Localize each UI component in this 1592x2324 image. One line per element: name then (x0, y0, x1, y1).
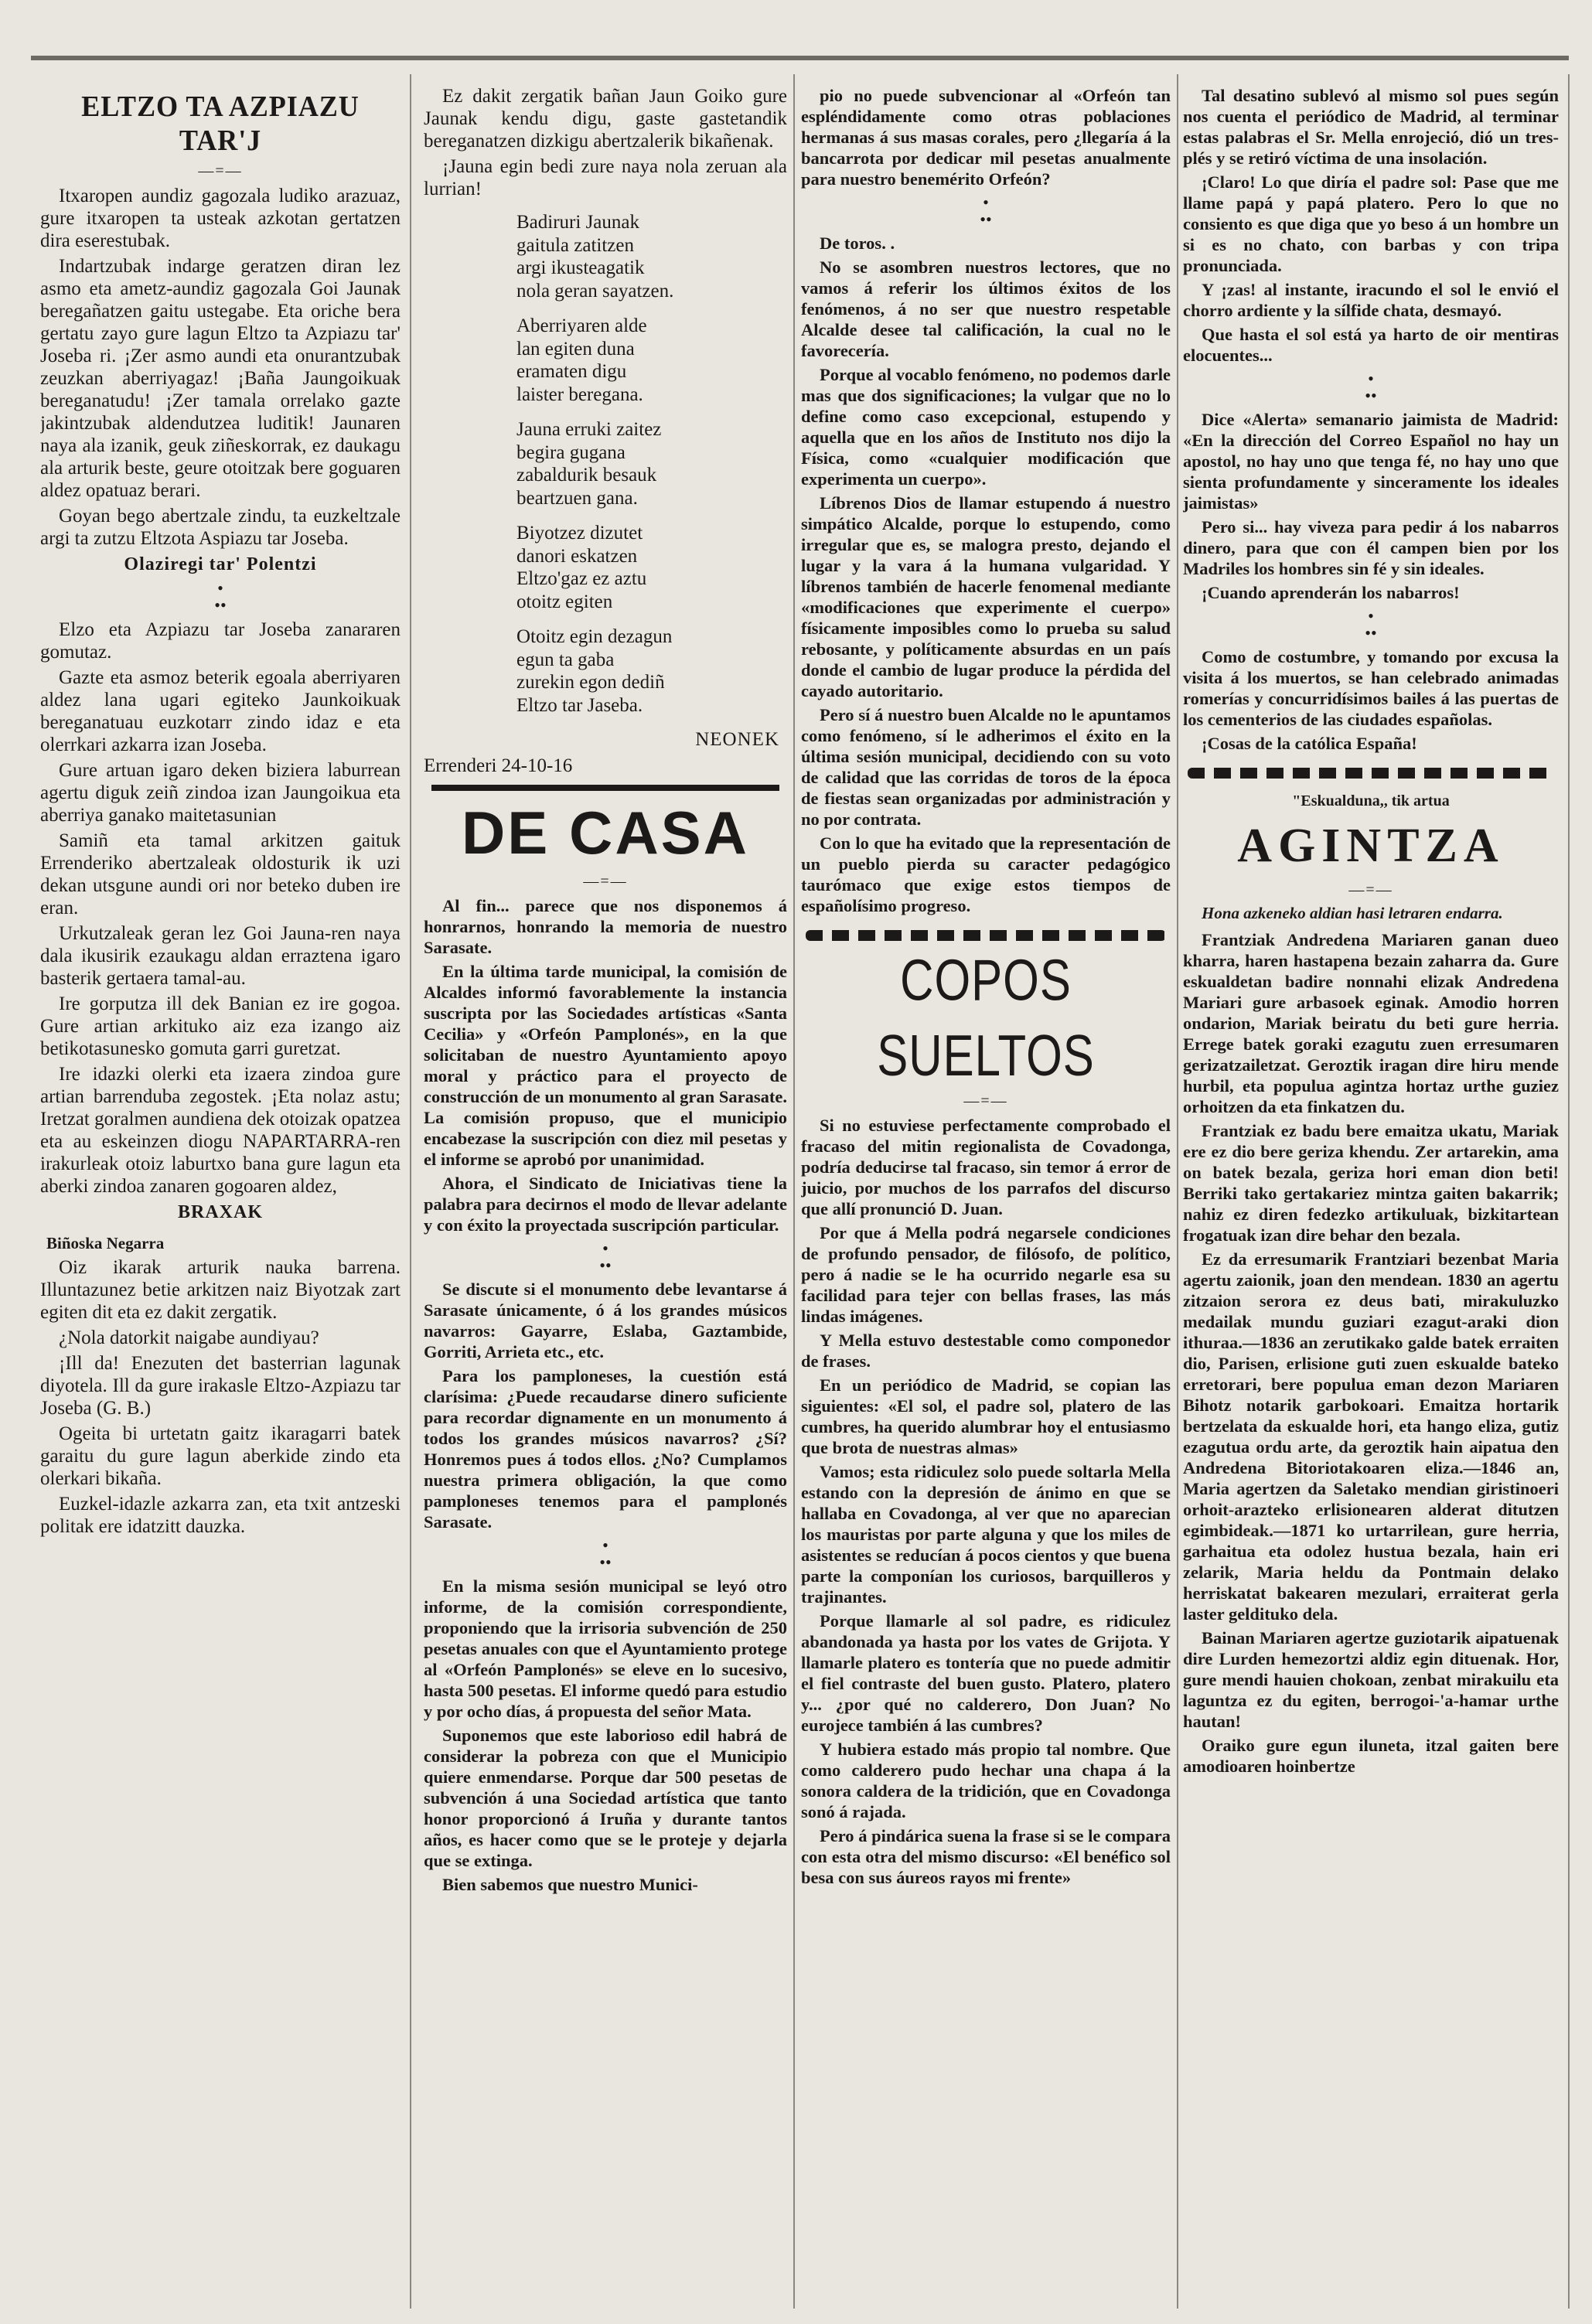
title-ornament (424, 873, 787, 891)
poem-line: Aberriyaren alde (516, 315, 647, 336)
section-separator (801, 194, 1171, 228)
paragraph: Pero si... hay viveza para pedir á los nabarros dinero, para que con él campen bien por los Madriles los hombres sin fé y sin ideales. (1183, 517, 1559, 578)
column-3 (801, 85, 1171, 2312)
paragraph: Oiz ikarak arturik nauka barrena. Illuntazunez betie arkitzen naiz Biyotzak zart egiten dit eta ez dakit zergatik. (40, 1257, 401, 1323)
section-separator (1183, 370, 1559, 404)
poem-line: zabaldurik besauk (516, 465, 657, 486)
paragraph: Goyan bego abertzale zindu, ta euzkeltzale argi ta zutzu Eltzota Aspiazu tar Joseba. (40, 506, 401, 549)
poem-line: Eltzo'gaz ez aztu (516, 568, 647, 589)
paragraph: Líbrenos Dios de llamar estupendo á nuestro simpático Alcalde, porque lo estupendo, como irregular que es, se malogra presto, dejando el lugar y la vara á la humana vulgaridad. Y líbrenos también de hacerle fenomenal mediante «modificaciones que experimente el cuerpo» físicamente imposibles como lo prueba su salud rebosante, y políticamente absurdas en un país donde el cambio de lugar produce la pérdida del cayado autoritario. (801, 493, 1171, 700)
paragraph: Si no estuviese perfectamente comprobado el fracaso del mitin regionalista de Covadonga, podría deducirse tal fracaso, sin temor á error de juicio, por muchos de los parrafos del discurso que allí pronunció D. Juan. (801, 1116, 1171, 1218)
article-title: ELTZO TA AZPIAZU TAR'J (81, 90, 360, 157)
poem-line: lan egiten duna (516, 338, 635, 360)
paragraph: Que hasta el sol está ya harto de oir mentiras elocuentes... (1183, 325, 1559, 365)
paragraph: Porque llamarle al sol padre, es ridiculez abandonada ya hasta por los vates de Grijota. Y llamarle platero es tontería que no puede admitir el fiel contraste del buen gusto. Platero, platero y... ¿por qué no calderero, Don Juan? No eurojece también á las cumbres? (801, 1611, 1171, 1735)
paragraph: Ez da erresumarik Frantziari bezenbat Maria agertu zaionik, joan den mendean. 1830 an agertu zitzaion serora ez deus bati, mirakuluzko medailak mundu guziari ezagut-araki dion ithuraa.—1836 an zerutikako galde batek erraiten dio, Parisen, erlisione guti zuen eskualde bateko erretorari, bere populua eman dezon Mariaren Bihotz notarik garbokoari. Emaitza hortarik bertzelata da eskualde hori, eta hango eliza, gutiz ezagutua ordu arte, da geroztik hain aipatua den Andredena Bitoriotakoaren eliza.—1846 an, Maria agertzen da Saletako mendian giristinoeri orhoit-arazteko erlisionearen alderat ditutzen egimbideak.—1871 ko urtarrilean, gure herria, garhaitua eta odolez hustua bezala, hain eri zelarik, Maria heldu da Pontmain delako herriskatat bakearen mezulari, erraiterat gerla laster geldituko dela. (1183, 1249, 1559, 1624)
title-ornament (1183, 881, 1559, 899)
column-rule (410, 74, 411, 2309)
poem-signature: NEONEK (695, 729, 779, 750)
dateline: Errenderi 24-10-16 (424, 755, 573, 776)
lead-line: Hona azkeneko aldian hasi letraren endarra. (1202, 904, 1503, 922)
paragraph: Bien sabemos que nuestro Munici- (442, 1875, 698, 1894)
section-rule (431, 785, 779, 791)
poem-line: laister beregana. (516, 383, 643, 405)
paragraph: Suponemos que este laborioso edil habrá de considerar la pobreza con que el Municipio quiere enmendarse. Porque dar 500 pesetas de subvención á una Sociedad artística que tanto honor proporcionó á Iruña y durante tantos años, es hacer como que se le proteje y dejarla que se extinga. (424, 1726, 787, 1870)
paragraph: Urkutzaleak geran lez Goi Jauna-ren naya dala ikusirik ezaukagu aldan erraztena igaro basterik gertaera tamal-au. (40, 923, 401, 989)
paragraph: Frantziak Andredena Mariaren ganan dueo kharra, haren hastapena bezain zaharra da. Gure eskualdetan badire nonnahi elizak Andredena Mariari gure arbasoek eginak. Amodio horren ondarion, Mariak beiratu du beti gure herria. Errege batek goraki ezagutu zuen erresumaren gerizatzailetzat. Geroztik iragan dire hiru mende hurbil, eta populua agintza hortaz urthe guziez orhoitzen da eta finkatzen du. (1183, 930, 1559, 1116)
paragraph: Pero á pindárica suena la frase si se le compara con esta otra del mismo discurso: «El benéfico sol besa con sus áureos rayos mi frente» (801, 1826, 1171, 1887)
poem-line: Biyotzez dizutet (516, 523, 643, 544)
column-rule (1568, 74, 1570, 2309)
poem-stanza (516, 315, 787, 406)
column-4 (1183, 85, 1559, 2312)
poem-line: Badiruri Jaunak (516, 212, 639, 233)
paragraph: ¡Jauna egin bedi zure naya nola zeruan ala lurrian! (424, 156, 787, 199)
poem-stanza (516, 211, 787, 302)
author-signature: Olaziregi tar' Polentzi (124, 554, 317, 574)
column-2 (424, 85, 787, 2312)
paragraph: Elzo eta Azpiazu tar Joseba zanararen gomutaz. (40, 619, 401, 663)
paragraph: Tal desatino sublevó al mismo sol pues según nos cuenta el periódico de Madrid, al terminar estas palabras el Sr. Mella enrojeció, dió un tres-plés y se retiró víctima de una insolación. (1183, 86, 1559, 168)
paragraph: Y ¡zas! al instante, iracundo el sol le envió el chorro ardiente y la sílfide chata, desmayó. (1183, 280, 1559, 320)
poem-line: argi ikusteagatik (516, 257, 645, 278)
paragraph: Gure artuan igaro deken biziera laburrean agertu diguk zeiñ zindoa izan Jaungoikua eta aberriya ganako maitetasunian (40, 760, 401, 826)
paragraph: Y hubiera estado más propio tal nombre. Que como calderero pudo hechar una chapa á la sonora caldera de la tridición, que en Covadonga sonó á rajada. (801, 1740, 1171, 1821)
paragraph: Y Mella estuvo destestable como componedor de frases. (801, 1331, 1171, 1371)
author-signature: BRAXAK (177, 1202, 263, 1222)
paragraph: Como de costumbre, y tomando por excusa la visita á los muertos, se han celebrado animadas romerías y concurridísimos bailes á las puertas de los cementerios de las ciudades españolas. (1183, 647, 1559, 729)
paragraph: ¡Ill da! Enezuten det basterrian lagunak diyotela. Ill da gure irakasle Eltzo-Azpiazu tar Joseba (G. B.) (40, 1353, 401, 1419)
paragraph: Se discute si el monumento debe levantarse á Sarasate únicamente, ó á los grandes músicos navarros: Gayarre, Eslaba, Gaztambide, Gorriti, Arrieta etc., etc. (424, 1280, 787, 1361)
poem-stanza (516, 522, 787, 613)
paragraph: Vamos; esta ridiculez solo puede soltarla Mella estando con la depresión de ánimo en que se hallaba en Covadonga, al ver que no aparecian los mauristas por parte alguna y que los miles de asistentes se reducían á pocos cientos y que buena parte la componían los curiosos, barquilleros y trajinantes. (801, 1462, 1171, 1607)
poem-line: egun ta gaba (516, 649, 615, 670)
paragraph: Porque al vocablo fenómeno, no podemos darle mas que dos significaciones; la vulgar que no lo define como caso excepcional, estupendo y aquella que en los años de Instituto nos dijo la Física, como «cualquier modificación que experimenta un cuerpo». (801, 365, 1171, 489)
poem-line: Eltzo tar Jaseba. (516, 694, 643, 716)
paragraph: Por que á Mella podrá negarsele condiciones de profundo pensador, de filósofo, de político, pero á nadie se le ha ocurrido negarle esa su facilidad para tejer con bellas frases, las más lindas imágenes. (801, 1223, 1171, 1326)
paragraph: Para los pamploneses, la cuestión está clarísima: ¿Puede recaudarse dinero suficiente para recordar dignamente en un monumento á todos los grandes músicos navarros? ¿Sí? Honremos pues á todos ellos. ¿No? Cumplamos nuestra primera obligación, la que como pamploneses tenemos para el pamplonés Sarasate. (424, 1366, 787, 1532)
paragraph: Dice «Alerta» semanario jaimista de Madrid: «En la dirección del Correo Español no hay un apostol, no hay uno que tenga fé, no hay uno que sienta profundamente y sinceramente los ideales jaimistas» (1183, 410, 1559, 513)
paragraph: Samiñ eta tamal arkitzen gaituk Errenderiko abertzaleak oldosturik ik uzi dekan utsgune aundi ori nor beteko duben ire eran. (40, 830, 401, 918)
poem-line: danori eskatzen (516, 545, 638, 567)
paragraph: En la última tarde municipal, la comisión de Alcaldes informó favorablemente la instancia suscripta por las Sociedades artísticas «Santa Cecilia» y «Orfeón Pamplonés», en la que solicitaban de nuestro Ayuntamiento apoyo moral y práctico para el proyecto de construcción de un monumento al gran Sarasate. La comisión propuso, que el municipio encabezase la suscripción con diez mil pesetas y el informe se aprobó por unanimidad. (424, 962, 787, 1169)
paragraph: De toros. . (820, 233, 895, 253)
poem-stanza (516, 625, 787, 717)
paragraph: En la misma sesión municipal se leyó otro informe, de la comisión correspondiente, proponiendo que la irrisoria subvención de 250 pesetas anuales con que el Ayuntamiento protege al «Orfeón Pamplonés» se eleve en lo sucesivo, hasta 500 pesetas. El informe quedó para estudio y por ocho días, á propuesta del señor Mata. (424, 1576, 787, 1721)
section-separator (40, 580, 401, 614)
paragraph: Ahora, el Sindicato de Iniciativas tiene la palabra para decirnos el modo de llevar adelante y con éxito la proyectada suscripción particular. (424, 1174, 787, 1235)
section-kicker: "Eskualduna,, tik artua (1292, 792, 1450, 809)
paragraph: Ez dakit zergatik bañan Jaun Goiko gure Jaunak kendu digu, gaste gastetandik bereganatzen dizkigu abertzalerik bikañenak. (424, 86, 787, 152)
poem-line: nola geran sayatzen. (516, 280, 674, 302)
section-separator (424, 1537, 787, 1571)
poem-line: gaitula zatitzen (516, 234, 635, 256)
paragraph: ¡Cuando aprenderán los nabarros! (1202, 583, 1460, 602)
poem (516, 211, 787, 717)
paragraph: ¡Claro! Lo que diría el padre sol: Pase que me llame papá y papá platero. Pero lo que no consiento es que diga que yo beso á un hombre un si es no chato, con barbas y con tripa pronunciada. (1183, 172, 1559, 275)
subheading: Biñoska Negarra (46, 1234, 165, 1252)
poem-line: eramaten digu (516, 361, 627, 382)
section-separator (424, 1240, 787, 1274)
section-title: AGINTZA (1237, 820, 1505, 872)
paragraph: Pero sí á nuestro buen Alcalde no le apuntamos como fenómeno, sí le adherimos el éxito en la última sesión municipal, decidiendo con su voto de calidad que las corridas de toros de la época de fiestas sean organizadas por administración y no por contrata. (801, 705, 1171, 829)
poem-line: zurekin egon dediñ (516, 672, 665, 693)
column-rule (793, 74, 795, 2309)
paragraph: Bainan Mariaren agertze guziotarik aipatuenak dire Lurden hemezortzi aldiz egin dituenak. Hor, gure mendi hauien chokoan, zenbat mirakuilu eta laguntza ez du egiten, berrogoi-'a-hamar urthe hautan! (1183, 1628, 1559, 1731)
column-rule (1177, 74, 1178, 2309)
poem-line: otoitz egiten (516, 591, 613, 612)
paragraph: Ogeita bi urtetatn gaitz ikaragarri batek garaitu du gure lagun aberkide zindo eta olerkari bikaña. (40, 1423, 401, 1489)
poem-line: begira gugana (516, 441, 626, 463)
section-rule (1188, 768, 1554, 779)
title-ornament (40, 162, 401, 180)
paragraph: Ire idazki olerki eta izaera zindoa gure artian barrenduba zegostek. ¡Eta nolaz astu; Iretzat goralmen aundiena dek otoizak opatzea eta au eskeinzen diogu NAPARTARRA-ren irakurleak otoiz laburtxo bana gure lagun eta aberki zindoa zanaren gogoaren aldez, (40, 1064, 401, 1197)
poem-line: beartzuen gana. (516, 487, 638, 509)
paragraph: Gazte eta asmoz beterik egoala aberriyaren aldez lana ugari egiteko Jaunkoikuak bereganatuau euzkotarr zindo idaz e eta olerrkari azkarra izan Joseba. (40, 667, 401, 755)
paragraph: Al fin... parece que nos disponemos á honrarnos, honrando la memoria de nuestro Sarasate. (424, 896, 787, 957)
paragraph: Indartzubak indarge geratzen diran lez asmo eta ametz-aundiz gagozala Goi Jaunak beregañatzen gaitu ustegabe. Eta oriche bera gertatu zayo gure lagun Eltzo ta Azpiazu tar' Joseba ri. ¡Zer asmo aundi eta onurantzubak zeuzkan aberriyagaz! ¡Baña Jaungoikuak bereganatudu! ¡Zer tamala orrelako gazte jakintzubak aldendutzea luditik! Jaunaren naya ala izanik, geuk ziñeskorrak, ez daukagu ala arturik beste, geure otoitzak bere goguaren aldez opatuaz berari. (40, 256, 401, 501)
paragraph: No se asombren nuestros lectores, que no vamos á referir los últimos éxitos de los fenómenos, á no ser que nuestro respetable Alcalde desee tal calificación, la cual no le favorecería. (801, 257, 1171, 360)
section-title: COPOS SUELTOS (877, 947, 1095, 1088)
paragraph: Oraiko gure egun iluneta, itzal gaiten bere amodioaren hoinbertze (1183, 1736, 1559, 1776)
paragraph: ¡Cosas de la católica España! (1202, 734, 1417, 753)
paragraph: Ire gorputza ill dek Banian ez ire gogoa. Gure artian arkituko aiz eza izango aiz betikotasunesko gomuta garri guretzat. (40, 993, 401, 1059)
paragraph: En un periódico de Madrid, se copian las siguientes: «El sol, el padre sol, platero de las cumbres, ha querido alumbrar hoy el entusiasmo que brota de nuestras almas» (801, 1375, 1171, 1457)
section-separator (1183, 608, 1559, 642)
paragraph: Frantziak ez badu bere emaitza ukatu, Mariak ere ez dio bere geriza khendu. Zer artarekin, ama on batek bezala, geriza hori eman dion beti! Berriki tako gertakariez mintza gaiten bakarrik; nahiz ez diren fedezko artikuluak, bizkitartean frogatuak izan dire behar den bezala. (1183, 1121, 1559, 1245)
section-title: DE CASA (461, 799, 750, 867)
title-ornament (801, 1092, 1171, 1110)
poem-line: Otoitz egin dezagun (516, 626, 673, 647)
page-top-edge (31, 56, 1569, 60)
paragraph: Con lo que ha evitado que la representación de un pueblo pierda su caracter pedagógico taurómaco que exige estos tiempos de españolísimo progreso. (801, 833, 1171, 915)
poem-line: Jauna erruki zaitez (516, 419, 662, 440)
paragraph: ¿Nola datorkit naigabe aundiyau? (59, 1327, 319, 1348)
column-1 (40, 85, 401, 2312)
paragraph: Euzkel-idazle azkarra zan, eta txit antzeski politak ere idatzitt dauzka. (40, 1494, 401, 1537)
section-rule (806, 930, 1166, 941)
paragraph: pio no puede subvencionar al «Orfeón tan espléndidamente como otras poblaciones hermanas á sus masas corales, pero ¿llegaría á la bancarrota por dedicar mil pesetas anualmente para nuestro benemérito Orfeón? (801, 86, 1171, 189)
poem-stanza (516, 418, 787, 509)
paragraph: Itxaropen aundiz gagozala ludiko arazuaz, gure itxaropen ta usteak azkotan gertatzen dira eserestubak. (40, 186, 401, 251)
